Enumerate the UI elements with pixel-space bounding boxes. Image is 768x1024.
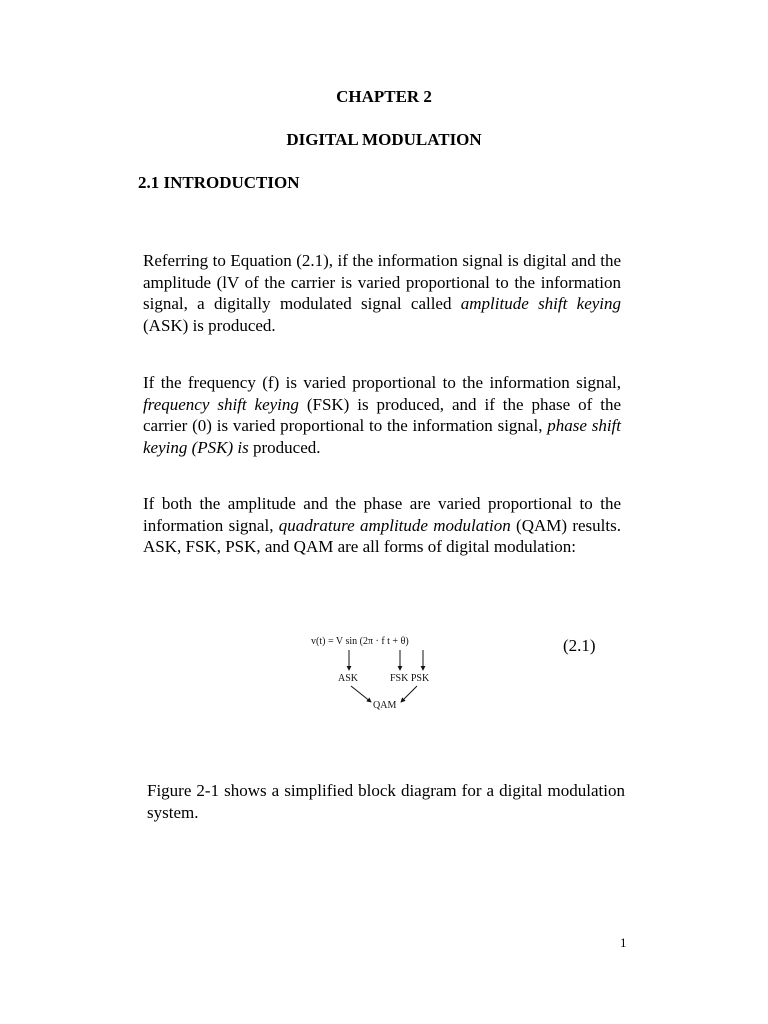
p2-term-fsk: frequency shift keying — [143, 394, 299, 414]
equation-number: (2.1) — [563, 636, 596, 655]
paragraph-qam — [143, 493, 621, 558]
arrow-psk-to-qam-icon — [401, 686, 417, 702]
section-heading: 2.1 INTRODUCTION — [138, 173, 300, 192]
page-number: 1 — [620, 935, 627, 950]
p3-text-a: If both the amplitude and the phase are varied proportional to the information signal, — [143, 494, 621, 535]
arrow-ask-to-qam-icon — [351, 686, 371, 702]
paragraph-figure-ref: Figure 2-1 shows a simplified block diagram for a digital modulation system. — [147, 781, 625, 822]
p1-text-a: Referring to Equation (2.1), if the information signal is digital and the amplitude (lV of the carrier is varied proportional to the information signal, a digitally modulated signal called — [143, 251, 621, 313]
paragraph-ask — [143, 250, 621, 336]
modulation-equation-figure — [305, 630, 445, 714]
chapter-label: CHAPTER 2 — [336, 87, 432, 106]
label-ask: ASK — [338, 673, 359, 684]
label-fsk-psk: FSK PSK — [390, 673, 430, 684]
label-qam: QAM — [373, 700, 397, 711]
equation-formula: v(t) = V sin (2π · f t + θ) — [311, 636, 409, 647]
paragraph-fsk-psk — [143, 372, 621, 458]
p1-text-b: (ASK) is produced. — [143, 315, 276, 335]
p2-text-b: (FSK) is produced, and if the phase of the carrier (0) is varied proportional to the information signal, — [143, 394, 621, 435]
p3-text-b: (QAM) results. ASK, FSK, PSK, and QAM are all forms of digital modulation: — [143, 515, 621, 556]
p2-text-a: If the frequency (f) is varied proportional to the information signal, — [143, 373, 621, 392]
chapter-title: DIGITAL MODULATION — [286, 130, 482, 149]
p3-term-qam: quadrature amplitude modulation — [278, 515, 511, 535]
p2-text-c: produced. — [248, 437, 321, 457]
p1-term-ask: amplitude shift keying — [460, 294, 622, 313]
p2-term-psk: phase shift keying (PSK) is — [143, 416, 621, 457]
